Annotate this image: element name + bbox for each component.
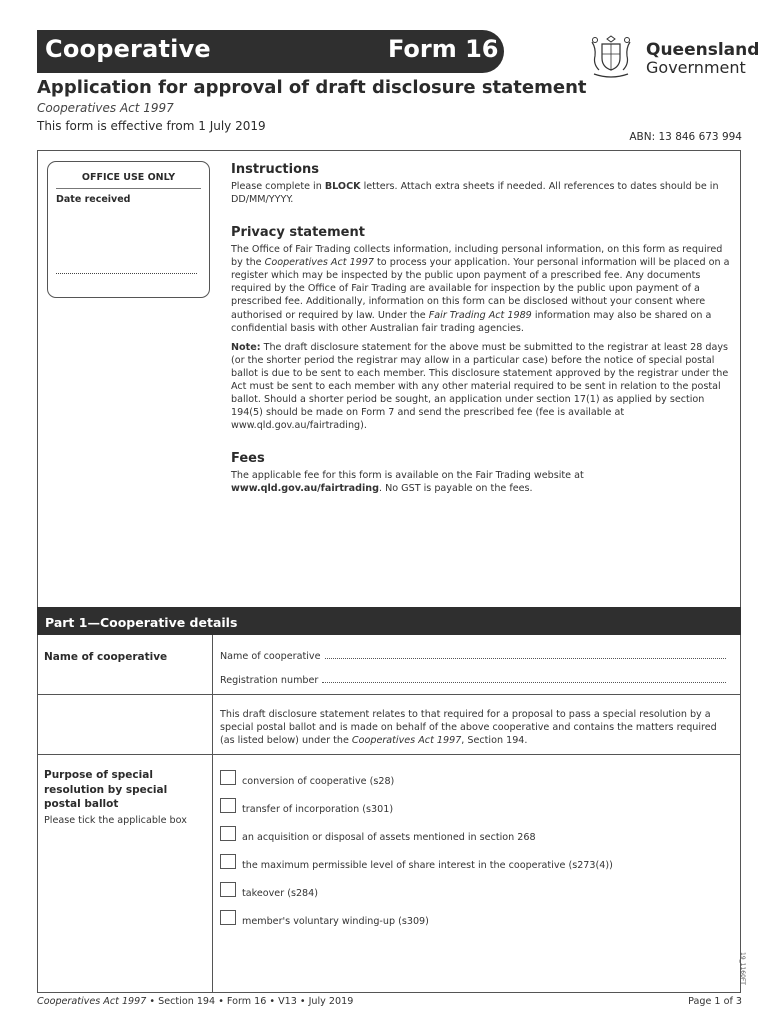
option-acquisition: an acquisition or disposal of assets mentioned in section 268: [242, 832, 536, 843]
coat-of-arms-icon: [588, 30, 634, 78]
checkbox-winding-up[interactable]: [220, 910, 236, 925]
cooperative-name-field-label: Name of cooperative: [220, 651, 321, 662]
checkbox-takeover[interactable]: [220, 882, 236, 897]
banner-title: Cooperative: [45, 35, 211, 63]
checkbox-acquisition[interactable]: [220, 826, 236, 841]
purpose-label: Purpose of special resolution by special postal ballot Please tick the applicable box: [44, 768, 187, 828]
office-use-box: [47, 161, 210, 298]
instructions-heading: Instructions: [231, 162, 320, 177]
office-use-divider: [56, 188, 201, 189]
date-received-label: Date received: [56, 194, 131, 205]
effective-date: This form is effective from 1 July 2019: [37, 119, 266, 133]
page-number: Page 1 of 3: [688, 996, 742, 1007]
registration-number-input-line[interactable]: [322, 675, 726, 683]
name-of-cooperative-label: Name of cooperative: [44, 651, 168, 663]
fees-text: The applicable fee for this form is available on the Fair Trading website at www.qld.gov.au/fairtrading. No GST is payable on the fees.: [231, 470, 584, 495]
footer-reference: Cooperatives Act 1997 • Section 194 • Form 16 • V13 • July 2019: [37, 996, 354, 1007]
privacy-note: Note: The draft disclosure statement for the above must be submitted to the registrar at least 28 days (or the shorter period the registrar may allow in a particular case) before the notice of special postal ballot is due to be sent to each member. This disclosure statement approved by the registrar under the Act must be sent to each member with any other material required to be sent in relation to the postal ballot. Should a shorter period be sought, an application under section 17(1) as applied by section 194(5) should be made on Form 7 and send the prescribed fee (fee is available at www.qld.gov.au/fairtrading).: [231, 341, 729, 432]
office-signature-line: [56, 273, 197, 274]
option-conversion: conversion of cooperative (s28): [242, 776, 395, 787]
option-transfer: transfer of incorporation (s301): [242, 804, 394, 815]
part1-heading: Part 1—Cooperative details: [45, 615, 238, 630]
fees-link[interactable]: www.qld.gov.au/fairtrading: [231, 483, 379, 495]
part1-column-divider: [212, 635, 213, 993]
logo-queensland: Queensland: [646, 40, 760, 60]
row-divider-1: [37, 694, 741, 695]
option-winding-up: member's voluntary winding-up (s309): [242, 916, 429, 927]
checkbox-transfer[interactable]: [220, 798, 236, 813]
row-divider-2: [37, 754, 741, 755]
fees-section: [231, 452, 731, 495]
disclosure-note: This draft disclosure statement relates to that required for a proposal to pass a special resolution by a special postal ballot and is made on behalf of the above cooperative and contains the matters required (as listed below) under the Cooperatives Act 1997, Section 194.: [220, 709, 717, 747]
fees-heading: Fees: [231, 451, 265, 466]
form-subtitle: Cooperatives Act 1997: [37, 101, 174, 115]
instructions-section: [231, 163, 731, 206]
form-title: Application for approval of draft disclosure statement: [37, 77, 587, 98]
registration-number-field-label: Registration number: [220, 675, 319, 686]
cooperative-name-field[interactable]: [220, 651, 726, 662]
form-code: 19_1160FT: [739, 952, 746, 985]
form-number: Form 16: [388, 35, 499, 63]
logo-government: Government: [646, 58, 746, 77]
registration-number-field[interactable]: [220, 675, 726, 686]
qld-government-logo: [588, 30, 760, 80]
checkbox-conversion[interactable]: [220, 770, 236, 785]
purpose-instruction: Please tick the applicable box: [44, 814, 187, 826]
abn-number: ABN: 13 846 673 994: [629, 131, 742, 143]
option-share-interest: the maximum permissible level of share interest in the cooperative (s273(4)): [242, 860, 613, 871]
privacy-text: The Office of Fair Trading collects information, including personal information, on this form as required by the Cooperatives Act 1997 to process your application. Your personal information will be placed on a register which may be inspected by the public upon payment of a prescribed fee. Any documents required by the Office of Fair Trading are available for inspection by the public upon payment of a prescribed fee. Additionally, information on this form can be disclosed without your consent where authorised or required by law. Under the Fair Trading Act 1989 information may also be shared on a confidential basis with other Australian fair trading agencies.: [231, 244, 730, 334]
part1-header: [37, 607, 741, 635]
form-banner: [37, 30, 504, 73]
office-use-heading: OFFICE USE ONLY: [81, 172, 176, 183]
option-takeover: takeover (s284): [242, 888, 318, 899]
instructions-text: Please complete in BLOCK letters. Attach extra sheets if needed. All references to dates should be in DD/MM/YYYY.: [231, 181, 719, 206]
privacy-section: [231, 226, 731, 432]
checkbox-share-interest[interactable]: [220, 854, 236, 869]
privacy-heading: Privacy statement: [231, 225, 365, 240]
cooperative-name-input-line[interactable]: [325, 651, 727, 659]
